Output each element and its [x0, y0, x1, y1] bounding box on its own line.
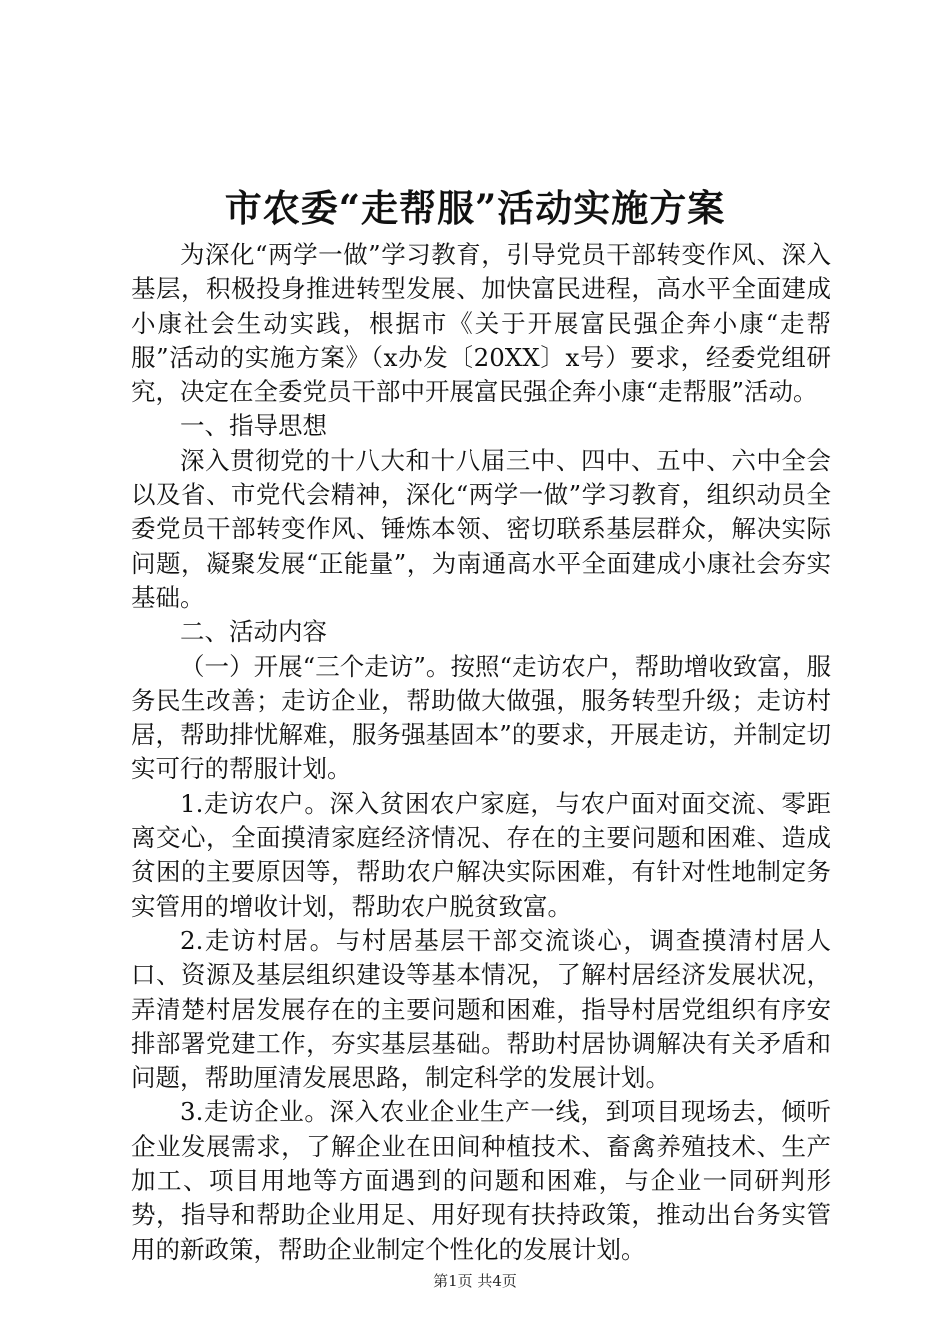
visit-villages-paragraph: 2.走访村居。与村居基层干部交流谈心，调查摸清村居人口、资源及基层组织建设等基本情况，了解村居经济发展状况，弄清楚村居发展存在的主要问题和困难，指导村居党组织有序安排部署党建工作，夯实基层基础。帮助村居协调解决有关矛盾和问题，帮助厘清发展思路，制定科学的发展计划。 [131, 925, 831, 1093]
visit-farmers-paragraph: 1.走访农户。深入贫困农户家庭，与农户面对面交流、零距离交心，全面摸清家庭经济情况、存在的主要问题和困难、造成贫困的主要原因等，帮助农户解决实际困难，有针对性地制定务实管用的增收计划，帮助农户脱贫致富。 [131, 788, 831, 921]
guiding-thought-paragraph: 深入贯彻党的十八大和十八届三中、四中、五中、六中全会以及省、市党代会精神，深化“两学一做”学习教育，组织动员全委党员干部转变作风、锤炼本领、密切联系基层群众，解决实际问题，凝聚发展“正能量”，为南通高水平全面建成小康社会夯实基础。 [131, 445, 831, 612]
intro-paragraph: 为深化“两学一做”学习教育，引导党员干部转变作风、深入基层，积极投身推进转型发展、加快富民进程，高水平全面建成小康社会生动实践，根据市《关于开展富民强企奔小康“走帮服”活动的实施方案》（x办发〔20XX〕x号）要求，经委党组研究，决定在全委党员干部中开展富民强企奔小康“走帮服”活动。 [131, 240, 831, 407]
section-heading-activity-content: 二、活动内容 [180, 617, 327, 647]
section-heading-guiding-thought: 一、指导思想 [180, 411, 327, 441]
page-number-footer: 第1页 共4页 [433, 1272, 517, 1290]
visit-enterprises-paragraph: 3.走访企业。深入农业企业生产一线，到项目现场去，倾听企业发展需求，了解企业在田间种植技术、畜禽养殖技术、生产加工、项目用地等方面遇到的问题和困难，与企业一同研判形势，指导和帮助企业用足、用好现有扶持政策，推动出台务实管用的新政策，帮助企业制定个性化的发展计划。 [131, 1097, 831, 1264]
three-visits-paragraph: （一）开展“三个走访”。按照“走访农户，帮助增收致富，服务民生改善；走访企业，帮助做大做强，服务转型升级；走访村居，帮助排忧解难，服务强基固本”的要求，开展走访，并制定切实可行的帮服计划。 [131, 651, 831, 784]
document-body [131, 238, 831, 1267]
page-title: 市农委“走帮服”活动实施方案 [224, 186, 726, 230]
